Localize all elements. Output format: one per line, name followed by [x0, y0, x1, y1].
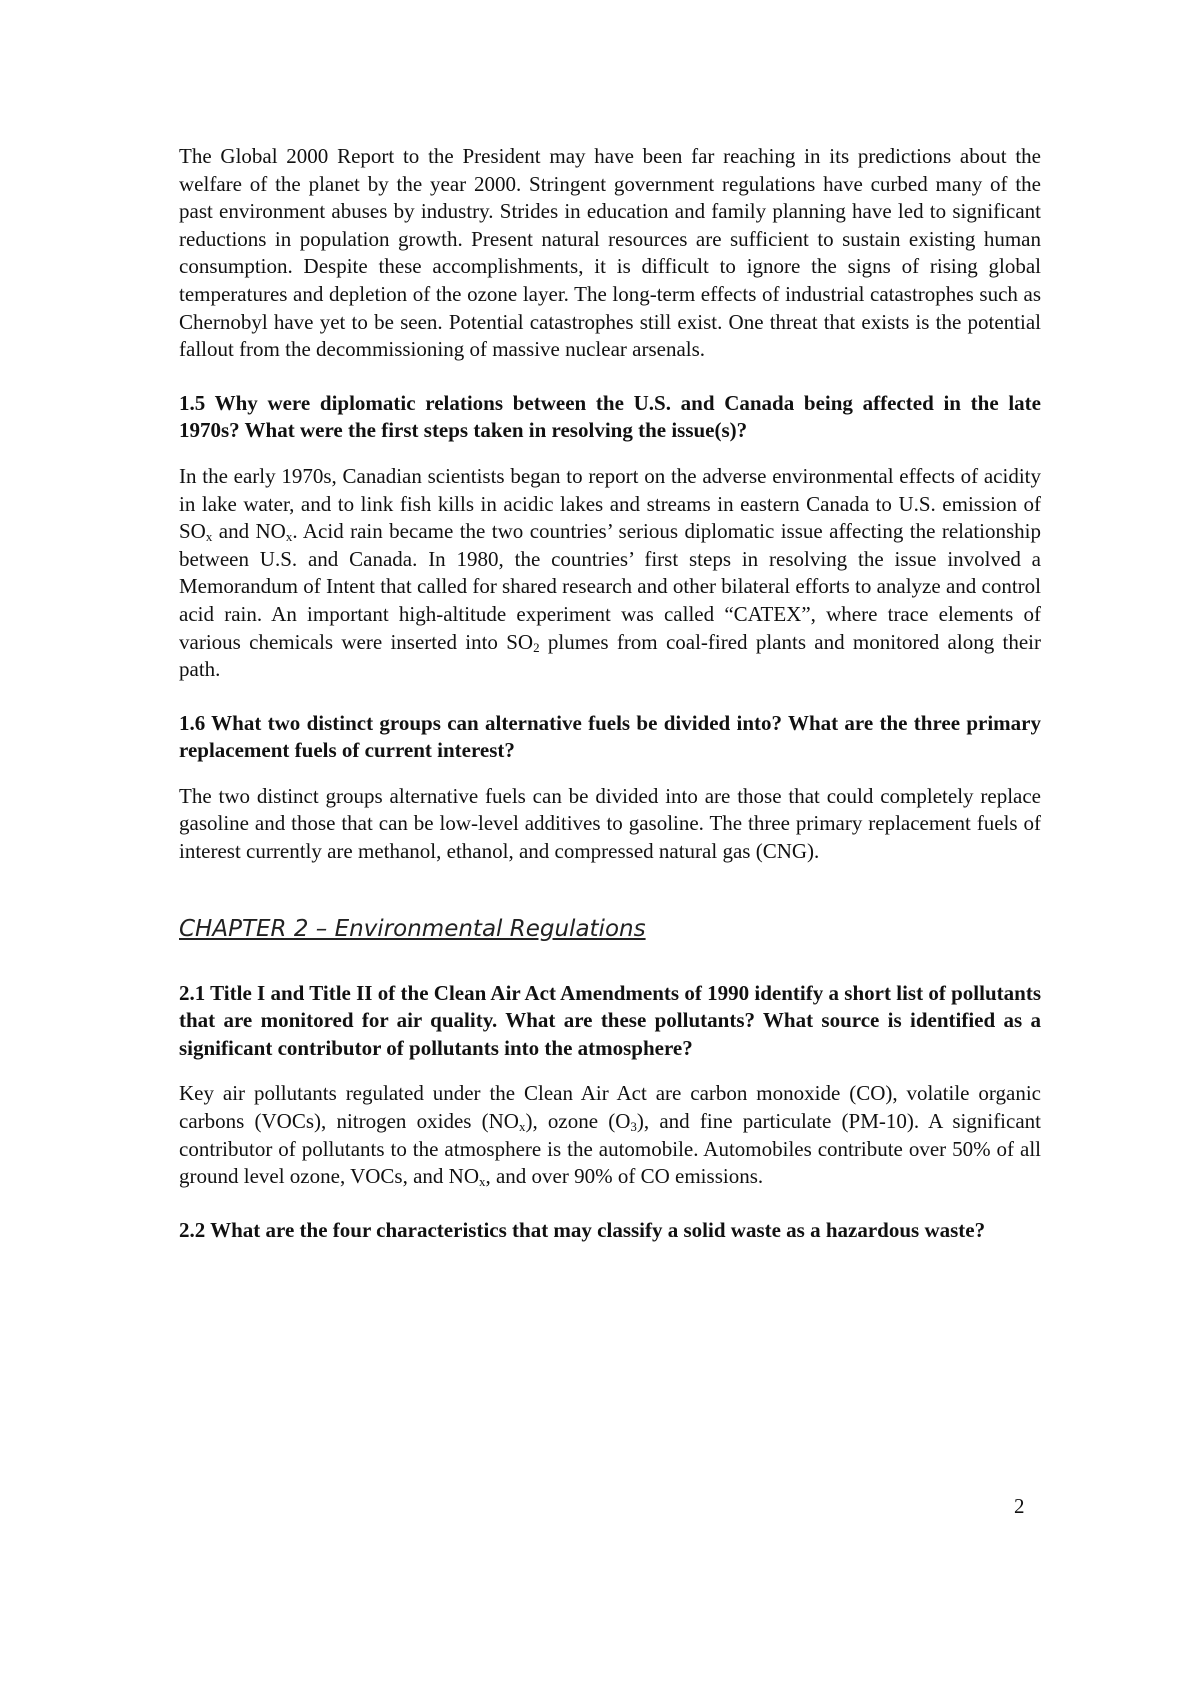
answer-1-5-text-a: In the early 1970s, Canadian scientists began to report on the adverse environmental effects of acidity in lake water, and to link fish kills in acidic lakes and streams in eastern Canada to U.S. emission of SO	[179, 463, 1041, 544]
subscript-2: 2	[533, 639, 540, 655]
page-number: 2	[1014, 1494, 1025, 1518]
chapter-heading-text: CHAPTER 2 – Environmental Regulations	[179, 915, 646, 942]
subscript-x: x	[205, 529, 213, 545]
subscript-x: x	[285, 529, 293, 545]
answer-1-6: The two distinct groups alternative fuels can be divided into are those that could completely replace gasoline and those that can be low-level additives to gasoline. The three primary replacement fuels of interest currently are methanol, ethanol, and compressed natural gas (CNG).	[179, 783, 1041, 864]
question-2-2: 2.2 What are the four characteristics that may classify a solid waste as a hazardous waste?	[179, 1217, 986, 1242]
subscript-3: 3	[630, 1119, 637, 1135]
subscript-x: x	[518, 1119, 526, 1135]
question-2-1: 2.1 Title I and Title II of the Clean Air Act Amendments of 1990 identify a short list of pollutants that are monitored for air quality. What are these pollutants? What source is identified as a significant contributor of pollutants into the atmosphere?	[179, 980, 1041, 1060]
chapter-heading	[179, 914, 1041, 944]
answer-2-1-text-d: , and over 90% of CO emissions.	[485, 1164, 764, 1189]
answer-1-5-text-b: and NO	[212, 519, 286, 544]
answer-2-1	[179, 1080, 1041, 1190]
answer-2-1-text-a: Key air pollutants regulated under the Clean Air Act are carbon monoxide (CO), volatile organic carbons (VOCs), nitrogen oxides (NO	[179, 1081, 1041, 1134]
subscript-x: x	[478, 1174, 486, 1190]
question-1-5: 1.5 Why were diplomatic relations between the U.S. and Canada being affected in the late 1970s? What were the first steps taken in resolving the issue(s)?	[179, 390, 1041, 443]
question-1-6: 1.6 What two distinct groups can alternative fuels be divided into? What are the three primary replacement fuels of current interest?	[179, 710, 1041, 763]
answer-2-1-text-b: ), ozone (O	[525, 1109, 631, 1134]
intro-paragraph: The Global 2000 Report to the President may have been far reaching in its predictions about the welfare of the planet by the year 2000. Stringent government regulations have curbed many of the past environment abuses by industry. Strides in education and family planning have led to significant reductions in population growth. Present natural resources are sufficient to sustain existing human consumption. Despite these accomplishments, it is difficult to ignore the signs of rising global temperatures and depletion of the ozone layer. The long-term effects of industrial catastrophes such as Chernobyl have yet to be seen. Potential catastrophes still exist. One threat that exists is the potential fallout from the decommissioning of massive nuclear arsenals.	[179, 144, 1041, 362]
answer-1-5-text-c: . Acid rain became the two countries’ serious diplomatic issue affecting the relationship between U.S. and Canada. In 1980, the countries’ first steps in resolving the issue involved a Memorandum of Intent that called for shared research and other bilateral efforts to analyze and control acid rain. An important high-altitude experiment was called “CATEX”, where trace elements of various chemicals were inserted into SO	[179, 519, 1042, 654]
page-body	[179, 143, 1041, 1244]
answer-2-1-text-c: ), and fine particulate (PM-10). A significant contributor of pollutants to the atmosphere is the automobile. Automobiles contribute over 50% of all ground level ozone, VOCs, and NO	[179, 1109, 1041, 1189]
answer-1-5	[179, 463, 1041, 684]
answer-1-5-text-d: plumes from coal-fired plants and monitored along their path.	[179, 629, 1041, 682]
